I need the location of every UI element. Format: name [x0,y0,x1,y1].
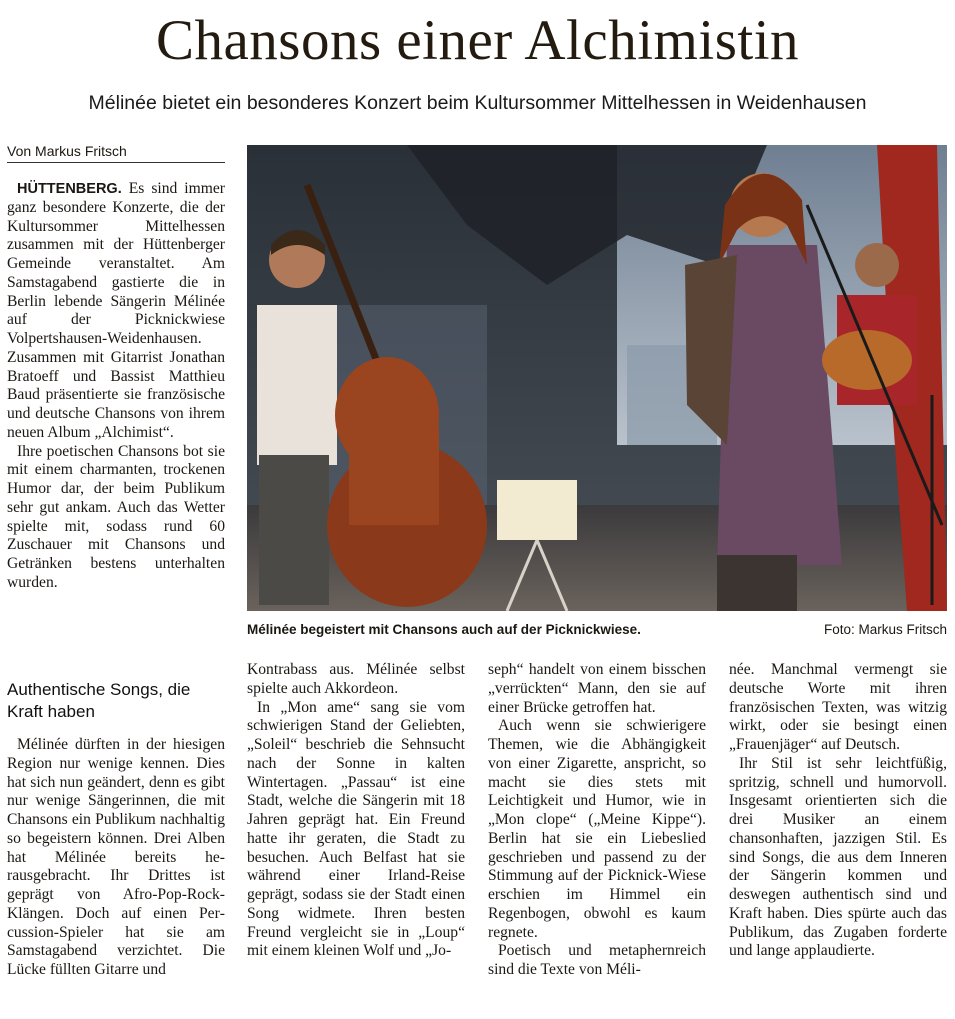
paragraph-3-continued: Kontrabass aus. Mélinée selbst spielte auch Akkordeon. [247,661,465,697]
paragraph-2: Ihre poetischen Chansons bot sie mit einem charmanten, trockenen Humor dar, der beim Publikum sehr gut ankam. Auch das Wetter spielte mit, sodass rund 60 Zuschauer mit Chansons und Getränken bestens unterhalten wurden. [7,442,225,591]
paragraph-3: Mélinée dürften in der hiesigen Region nur wenige kennen. Dies hat sich nun geändert, denn es gibt nur wenige Sängerinnen, die mit Chansons ein Publikum nachhaltig so begeistern können. Drei Alben hat Mélinée bereits herausgebracht. Ihr Drittes ist geprägt von Afro-Pop-Rock-Klängen. Doch auf einen Percussion-Spieler hat sie am Samstagabend verzichtet. Die Lücke füllten Gitarre und [7,736,225,978]
paragraph-4-continued: seph“ handelt von einem bisschen „verrückten“ Mann, den sie auf einer Brücke getroffen hat. [488,661,706,716]
section-subheading: Authentische Songs, die Kraft haben [7,680,191,721]
column-3 [488,661,706,980]
headline: Chansons einer Alchimistin [155,9,800,72]
paragraph-4: In „Mon ame“ sang sie vom schwierigen Stand der Geliebten, „Soleil“ beschrieb die Sehnsucht nach der Sonne in kalten Wintertagen. „Passau“ ist eine Stadt, welche die Sängerin mit 18 Jahren geprägt hat. Ein Freund hatte ihr geraten, die Stadt zu besuchen. Auch Belfast hat sie während einer Irland-Reise geprägt, sodass sie der Stadt einen Song widmete. Ihren besten Freund vergleicht sie in „Loup“ mit einem kleinen Wolf und „Jo- [247,698,465,960]
paragraph-7: Ihr Stil ist sehr leichtfüßig, spritzig, schnell und humorvoll. Insgesamt orientierten sich die drei Musiker an einem chansonhaften, jazzigen Stil. Es sind Songs, die aus dem Inneren der Sängerin kommen und deswegen authentisch sind und Kraft haben. Dies spürte auch das Publikum, das Zugaben forderte und lange applaudierte. [729,754,947,960]
byline: Von Markus Fritsch [7,143,225,163]
paragraph-6-continued: née. Manchmal vermengt sie deutsche Worte mit ihren französischen Texten, was witzig wirkt, oder sie besingt einen „Frauenjäger“ auf Deutsch. [729,661,947,753]
column-2 [247,661,465,961]
intro-text: Es sind immer ganz besondere Konzerte, die der Kultursommer Mittelhessen zusammen mit der Hüttenberger Gemeinde veranstaltet. Am Samstagabend gastierte die in Berlin lebende Sängerin Mélinée auf der Picknickwiese Volpertshausen-Weidenhausen. Zusammen mit Gitarrist Jonathan Bratoeff und Bassist Matthieu Baud präsentierte sie französische und deutsche Chansons von ihrem neuen Album „Alchimist“. [7,180,226,441]
photo-credit: Foto: Markus Fritsch [823,622,947,637]
subheadline: Mélinée bietet ein besonderes Konzert beim Kultursommer Mittelhessen in Weidenhausen [88,92,867,114]
concert-photo [247,145,947,611]
column-4 [729,661,947,961]
paragraph-5: Auch wenn sie schwierigere Themen, wie die Abhängigkeit von einer Zigarette, anspricht, so macht sie dies stets mit Leichtigkeit und Humor, wie in „Mon clope“ („Meine Kippe“). Berlin hat sie ein Liebeslied geschrieben und passend zu der Stimmung auf der Picknick-Wiese erschien im Himmel ein Regenbogen, obwohl es kaum regnete. [488,717,706,941]
caption-text: Mélinée begeistert mit Chansons auch auf der Picknickwiese. [247,622,641,637]
paragraph-6: Poetisch und metaphernreich sind die Texte von Méli- [488,942,706,978]
concert-photo-image [247,145,947,611]
paragraph-intro [7,180,225,443]
dateline: HÜTTENBERG. [17,181,122,197]
photo-caption [247,622,947,637]
column-1 [7,180,225,593]
column-1-lower [7,736,225,980]
